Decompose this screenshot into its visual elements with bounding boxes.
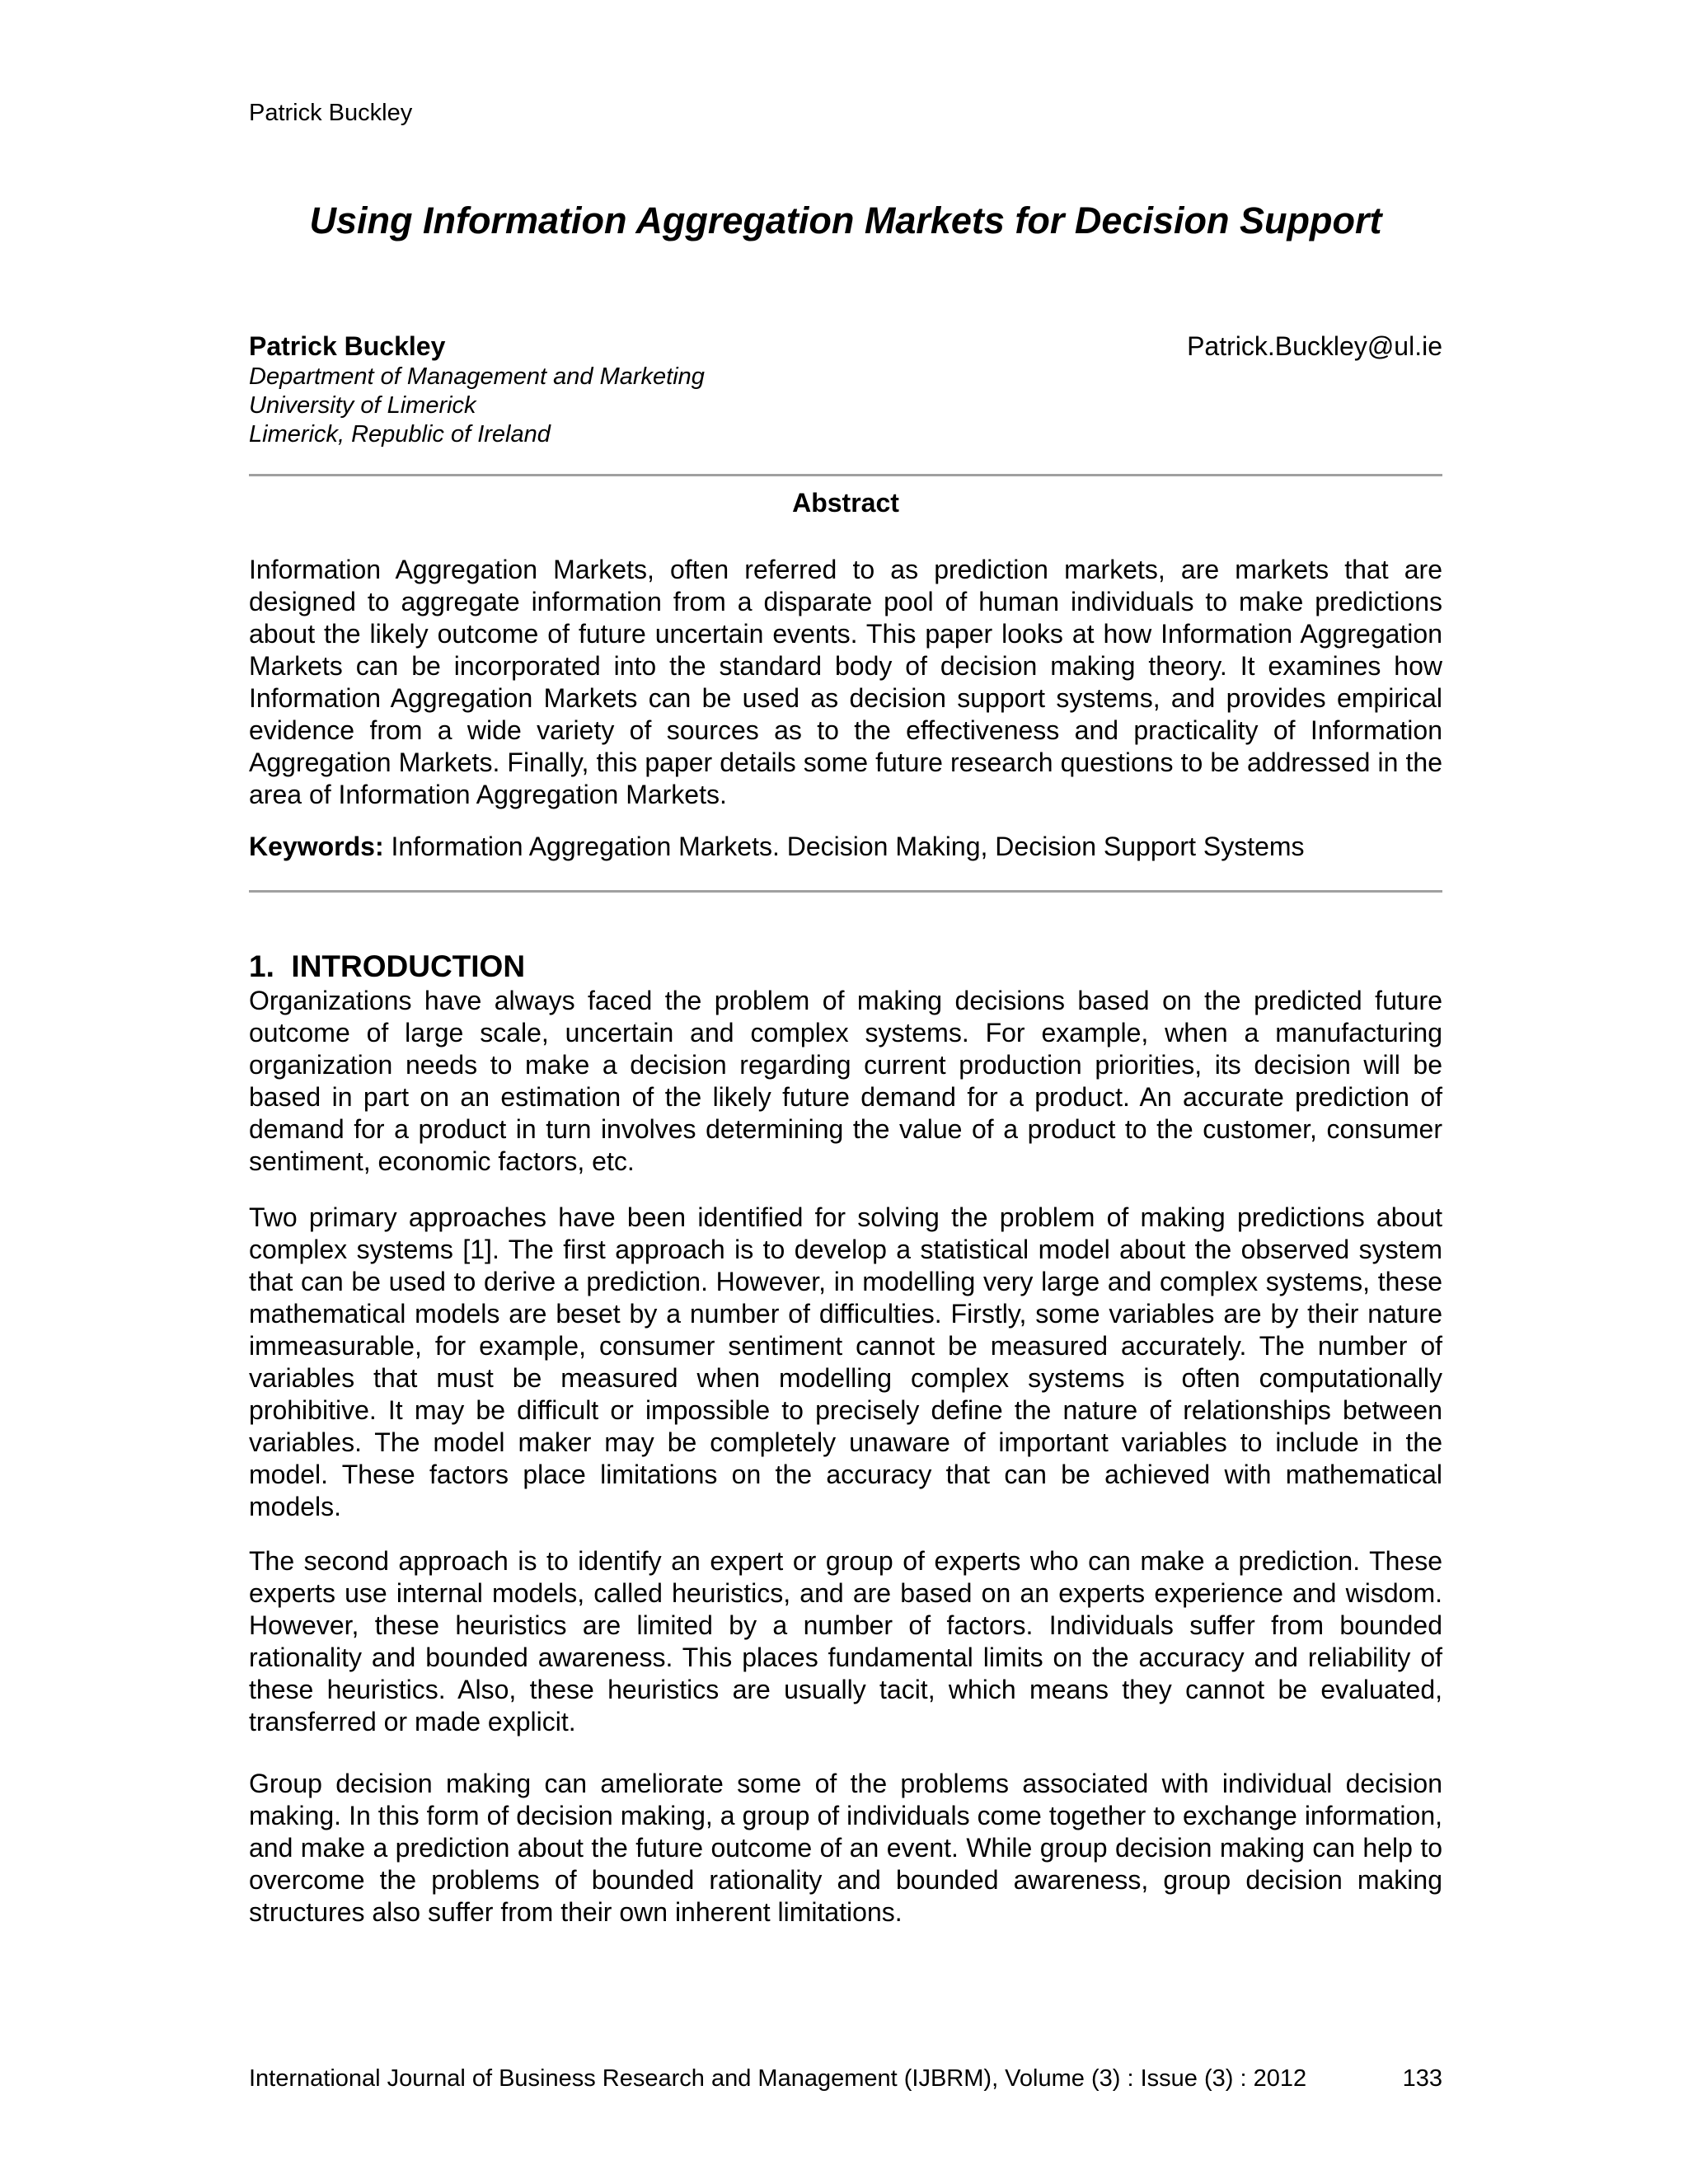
intro-paragraph-4: Group decision making can ameliorate some of the problems associated with individual decision making. In this form of decision making, a group of individuals come together to exchange information, and make a prediction about the future outcome of an event. While group decision making can help to overcome the problems of bounded rationality and bounded awareness, group decision making structures also suffer from their own inherent limitations. [249, 1769, 1442, 1927]
keywords-text: Information Aggregation Markets. Decision Making, Decision Support Systems [391, 832, 1305, 861]
intro-paragraph-2: Two primary approaches have been identified for solving the problem of making predictions about complex systems [1]. The first approach is to develop a statistical model about the observed system that can be used to derive a prediction. However, in modelling very large and complex systems, these mathematical models are beset by a number of difficulties. Firstly, some variables are by their nature immeasurable, for example, consumer sentiment cannot be measured accurately. The number of variables that must be measured when modelling complex systems is often computationally prohibitive. It may be difficult or impossible to precisely define the nature of relationships between variables. The model maker may be completely unaware of important variables to include in the model. These factors place limitations on the accuracy that can be achieved with mathematical models. [249, 1202, 1442, 1521]
section-heading-introduction: 1. INTRODUCTION [249, 949, 526, 983]
abstract-bottom-rule [249, 890, 1442, 893]
intro-paragraph-3: The second approach is to identify an expert or group of experts who can make a prediction. These experts use internal models, called heuristics, and are based on an experts experience and wisdom. However, these heuristics are limited by a number of factors. Individuals suffer from bounded rationality and bounded awareness. This places fundamental limits on the accuracy and reliability of these heuristics. Also, these heuristics are usually tacit, which means they cannot be evaluated, transferred or made explicit. [249, 1546, 1442, 1736]
footer-journal: International Journal of Business Research and Management (IJBRM), Volume (3) : Issue (3) : 2012 [249, 2065, 1307, 2092]
paper-title: Using Information Aggregation Markets for Decision Support [309, 199, 1382, 241]
footer-page-number: 133 [1402, 2065, 1442, 2092]
page-footer [249, 2064, 1442, 2093]
affiliation-university: University of Limerick [249, 392, 476, 419]
abstract-heading: Abstract [792, 488, 899, 518]
affiliation-department: Department of Management and Marketing [249, 363, 705, 390]
abstract-top-rule [249, 474, 1442, 476]
author-name: Patrick Buckley [249, 331, 446, 361]
keywords-line [249, 831, 1442, 863]
running-header: Patrick Buckley [249, 100, 413, 126]
author-block [249, 330, 1442, 449]
affiliation-location: Limerick, Republic of Ireland [249, 421, 551, 448]
intro-paragraph-1: Organizations have always faced the problem of making decisions based on the predicted future outcome of large scale, uncertain and complex systems. For example, when a manufacturing organization needs to make a decision regarding current production priorities, its decision will be based in part on an estimation of the likely future demand for a product. An accurate prediction of demand for a product in turn involves determining the value of a product to the customer, consumer sentiment, economic factors, etc. [249, 986, 1442, 1176]
abstract-text: Information Aggregation Markets, often referred to as prediction markets, are markets that are designed to aggregate information from a disparate pool of human individuals to make predictions about the likely outcome of future uncertain events. This paper looks at how Information Aggregation Markets can be incorporated into the standard body of decision making theory. It examines how Information Aggregation Markets can be used as decision support systems, and provides empirical evidence from a wide variety of sources as to the effectiveness and practicality of Information Aggregation Markets. Finally, this paper details some future research questions to be addressed in the area of Information Aggregation Markets. [249, 555, 1442, 809]
author-email: Patrick.Buckley@ul.ie [1187, 331, 1442, 361]
keywords-label: Keywords: [249, 832, 384, 861]
